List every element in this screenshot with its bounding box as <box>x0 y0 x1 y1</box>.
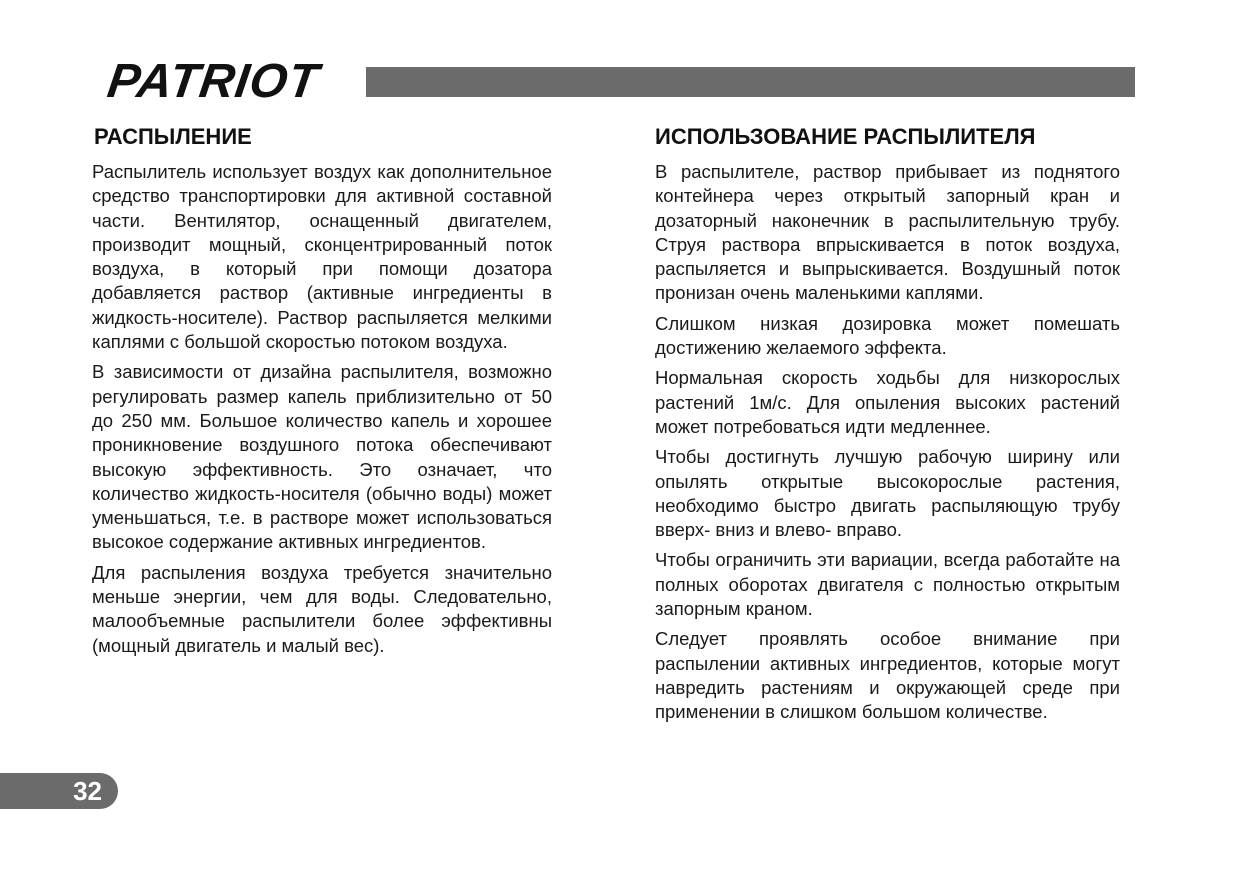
paragraph: Для распыления воздуха требуется значительно меньше энергии, чем для воды. Следовательно, малообъемные распылители более эффективны (мощный двигатель и малый вес). <box>92 561 552 656</box>
paragraph: Слишком низкая дозировка может помешать достижению желаемого эффекта. <box>655 312 1120 359</box>
paragraph: В зависимости от дизайна распылителя, возможно регулировать размер капель приблизительно от 50 до 250 мм. Большое количество капель и хорошее проникновение воздушного потока обеспечивают высокую эффективность. Это означает, что количество жидкость-носителя (обычно воды) может уменьшаться, т.е. в растворе может использоваться высокое содержание активных ингредиентов. <box>92 361 552 553</box>
paragraph: Чтобы ограничить эти вариации, всегда работайте на полных оборотах двигателя с полностью открытым запорным краном. <box>655 549 1120 620</box>
paragraph: Следует проявлять особое внимание при распылении активных ингредиентов, которые могут навредить растениям и окружающей среде при применении в слишком большом количестве. <box>655 628 1120 723</box>
paragraph: Чтобы достигнуть лучшую рабочую ширину или опылять открытые высокорослые растения, необходимо быстро двигать распыляющую трубу вверх- вниз и влево- вправо. <box>655 446 1120 541</box>
paragraph: Нормальная скорость ходьбы для низкорослых растений 1м/с. Для опыления высоких растений может потребоваться идти медленнее. <box>655 367 1120 437</box>
section-heading-spraying: РАСПЫЛЕНИЕ <box>94 124 252 149</box>
section-heading-sprayer-usage: ИСПОЛЬЗОВАНИЕ РАСПЫЛИТЕЛЯ <box>655 124 1036 149</box>
paragraph: В распылителе, раствор прибывает из поднятого контейнера через открытый запорный кран и дозаторный наконечник в распылительную трубу. Струя раствора впрыскивается в поток воздуха, распыляется и выпрыскивается. Воздушный поток пронизан очень маленькими каплями. <box>655 161 1120 304</box>
brand-logo: PATRIOT <box>104 55 323 108</box>
header-bar <box>366 67 1135 97</box>
paragraph: Распылитель использует воздух как дополнительное средство транспортировки для активной составной части. Вентилятор, оснащенный двигателем, производит мощный, сконцентрированный поток воздуха, в который при помощи дозатора добавляется раствор (активные ингредиенты в жидкость-носителе). Раствор распыляется мелкими каплями с большой скоростью потоком воздуха. <box>92 161 552 353</box>
left-column <box>92 122 552 664</box>
page-number: 32 <box>73 776 102 806</box>
right-column <box>655 122 1120 731</box>
page-number-tab <box>0 773 118 809</box>
